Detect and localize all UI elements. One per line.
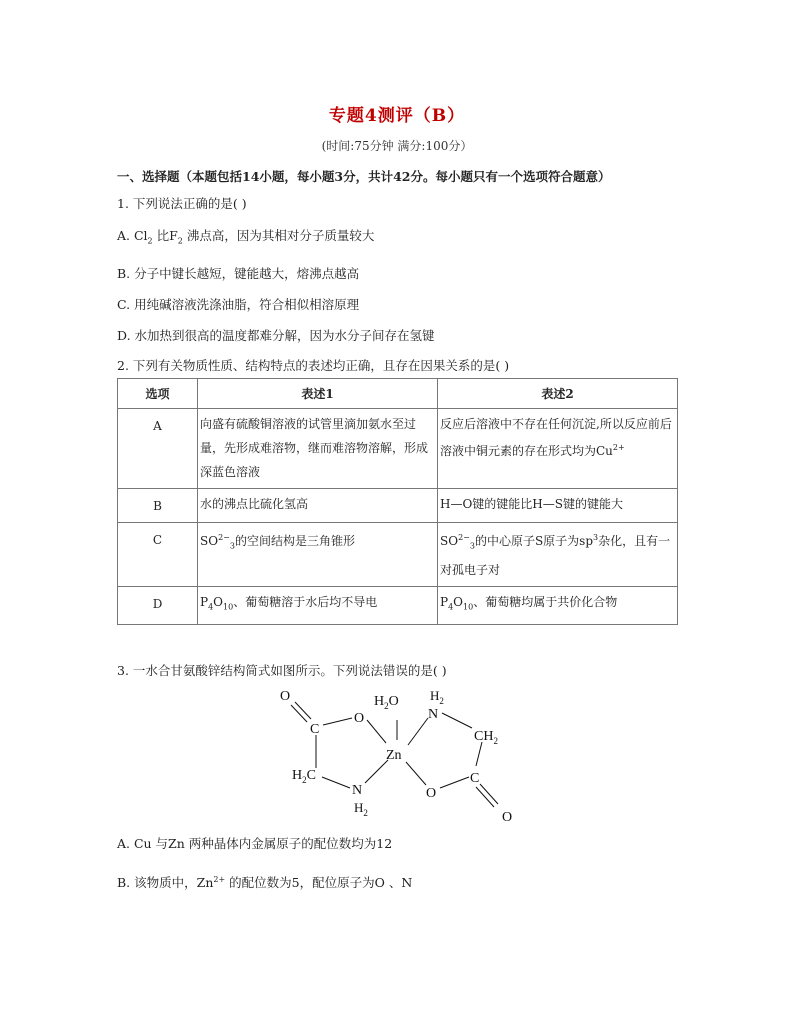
bond-o-zn-right [406, 762, 426, 785]
q3-b-text-2: 的配位数为5，配位原子为O 、N [225, 875, 413, 890]
bond-c-o-right [440, 777, 469, 788]
q1-a-text-3: 沸点高，因为其相对分子质量较大 [182, 228, 375, 243]
row-b-statement-1: 水的沸点比硫化氢高 [198, 489, 438, 523]
ch2-left-sub: 2 [302, 775, 307, 785]
question-2-table [117, 378, 678, 625]
row-key-c: C [118, 523, 198, 587]
exam-info: (时间:75分钟 满分:100分） [321, 139, 473, 153]
h2o-label [374, 694, 399, 711]
bond-c-o [323, 718, 352, 725]
row-c-s2-sub: 3 [469, 541, 475, 551]
question-3-stem: 3. 一水合甘氨酸锌结构简式如图所示。下列说法错误的是( ) [117, 663, 447, 678]
row-d-s1-text-2: O [213, 595, 224, 610]
bond-co-double-1 [295, 702, 311, 719]
ch2-left [292, 768, 316, 785]
table-row [118, 409, 678, 489]
nh-bottom-h-sub: 2 [363, 808, 368, 818]
row-d-s1-sub-2: 10 [223, 602, 234, 612]
row-c-s1-sub: 3 [229, 541, 235, 551]
row-b-statement-2: H—O键的键能比H—S键的键能大 [438, 489, 678, 523]
row-c-statement-2 [438, 523, 678, 587]
ch2-right [474, 729, 498, 746]
atom-o-ring-right: O [426, 786, 437, 801]
question-1-option-d: D. 水加热到很高的温度都难分解，因为水分子间存在氢键 [117, 328, 435, 343]
row-d-s1-sub-1: 4 [208, 602, 214, 612]
atom-n-bottom: N [352, 783, 363, 798]
q1-a-sub-1: 2 [147, 236, 153, 246]
ch2-left-c: C [306, 768, 316, 783]
table-header-row [118, 379, 678, 409]
q3-b-sup: 2+ [213, 874, 226, 884]
h2o-o: O [388, 694, 399, 709]
table-row [118, 523, 678, 587]
row-c-s2-text-2: 的中心原子S原子为sp [474, 534, 594, 548]
row-key-d: D [118, 587, 198, 624]
row-a-statement-2 [438, 409, 678, 489]
atom-o-ring-left: O [354, 711, 365, 726]
ch2-right-letters: CH [474, 729, 494, 744]
q1-a-sub-2: 2 [177, 236, 183, 246]
row-c-s2-sup-2: 3 [593, 533, 599, 542]
q1-a-text-2: 比F [152, 228, 178, 243]
row-d-statement-1 [198, 587, 438, 624]
row-a-s2-sup: 2+ [612, 443, 625, 452]
row-key-a: A [118, 409, 198, 489]
atom-o-carbonyl-left: O [280, 689, 291, 704]
nh-top-h-sub: 2 [439, 696, 444, 706]
row-c-s2-sup: 2− [458, 533, 470, 542]
h2o-sub: 2 [384, 701, 389, 711]
bond-n-ch2 [442, 713, 472, 728]
ch2-right-sub: 2 [493, 736, 498, 746]
row-d-s2-text-3: 、葡萄糖均属于共价化合物 [473, 595, 618, 610]
row-c-s1-text-1: SO [200, 534, 219, 548]
nh-top-h-letter: H [430, 688, 440, 703]
nh-bottom-h [354, 800, 368, 818]
row-a-statement-1: 向盛有硫酸铜溶液的试管里滴加氨水至过量，先形成难溶物，继而难溶物溶解，形成深蓝色溶液 [198, 409, 438, 489]
section-heading: 一、选择题（本题包括14小题，每小题3分，共计42分。每小题只有一个选项符合题意） [117, 169, 611, 184]
bond-co-double-2 [291, 705, 307, 722]
q1-a-text-1: A. Cl [117, 228, 148, 243]
bond-n-zn [365, 760, 388, 783]
question-1-option-a [117, 226, 374, 246]
row-d-statement-2 [438, 587, 678, 624]
row-c-s1-sup: 2− [218, 533, 230, 542]
atom-zn: Zn [386, 748, 402, 763]
atom-o-carbonyl-right: O [502, 810, 513, 825]
atom-n-top: N [428, 707, 439, 722]
row-c-s2-text-1: SO [440, 534, 459, 548]
question-3-option-b [117, 873, 412, 891]
row-d-s2-text-1: P [440, 595, 449, 610]
row-c-s1-text-2: 的空间结构是三角锥形 [234, 534, 355, 548]
col-header-statement-1: 表述1 [198, 379, 438, 409]
nh-bottom-h-letter: H [354, 800, 364, 815]
col-header-statement-2: 表述2 [438, 379, 678, 409]
row-c-statement-1 [198, 523, 438, 587]
bond-zn-n [408, 718, 428, 745]
row-key-b: B [118, 489, 198, 523]
table-row [118, 587, 678, 624]
bond-o-zn [367, 720, 386, 743]
row-d-s2-sub-2: 10 [463, 602, 474, 612]
question-2-stem: 2. 下列有关物质性质、结构特点的表述均正确，且存在因果关系的是( ) [117, 358, 510, 373]
row-d-s1-text-1: P [200, 595, 209, 610]
col-header-option: 选项 [118, 379, 198, 409]
question-1-stem: 1. 下列说法正确的是( ) [117, 196, 247, 211]
row-d-s2-sub-1: 4 [448, 602, 454, 612]
question-1-option-b: B. 分子中键长越短，键能越大，熔沸点越高 [117, 266, 360, 281]
row-c-s2-text-3: 杂化，且有一对孤电子对 [440, 534, 671, 578]
h2o-h: H [374, 694, 385, 709]
row-d-s1-text-3: 、葡萄糖溶于水后均不导电 [233, 595, 378, 610]
row-d-s2-text-2: O [453, 595, 464, 610]
atom-c-right: C [470, 771, 480, 786]
q3-b-text-1: B. 该物质中，Zn [117, 875, 214, 890]
question-1-option-c: C. 用纯碱溶液洗涤油脂，符合相似相溶原理 [117, 297, 360, 312]
atom-c-left: C [310, 722, 320, 737]
nh-top-h [430, 688, 444, 706]
page-title: 专题4测评（B） [328, 106, 466, 126]
bond-ch2-c [476, 742, 482, 766]
question-3-option-a: A. Cu 与Zn 两种晶体内金属原子的配位数均为12 [117, 836, 393, 851]
bond-ch2-n [322, 777, 350, 788]
zinc-glycinate-structure [270, 680, 530, 825]
row-a-s2-text: 反应后溶液中不存在任何沉淀,所以反应前后溶液中铜元素的存在形式均为Cu [440, 417, 672, 458]
ch2-left-h: H [292, 768, 303, 783]
table-row [118, 489, 678, 523]
